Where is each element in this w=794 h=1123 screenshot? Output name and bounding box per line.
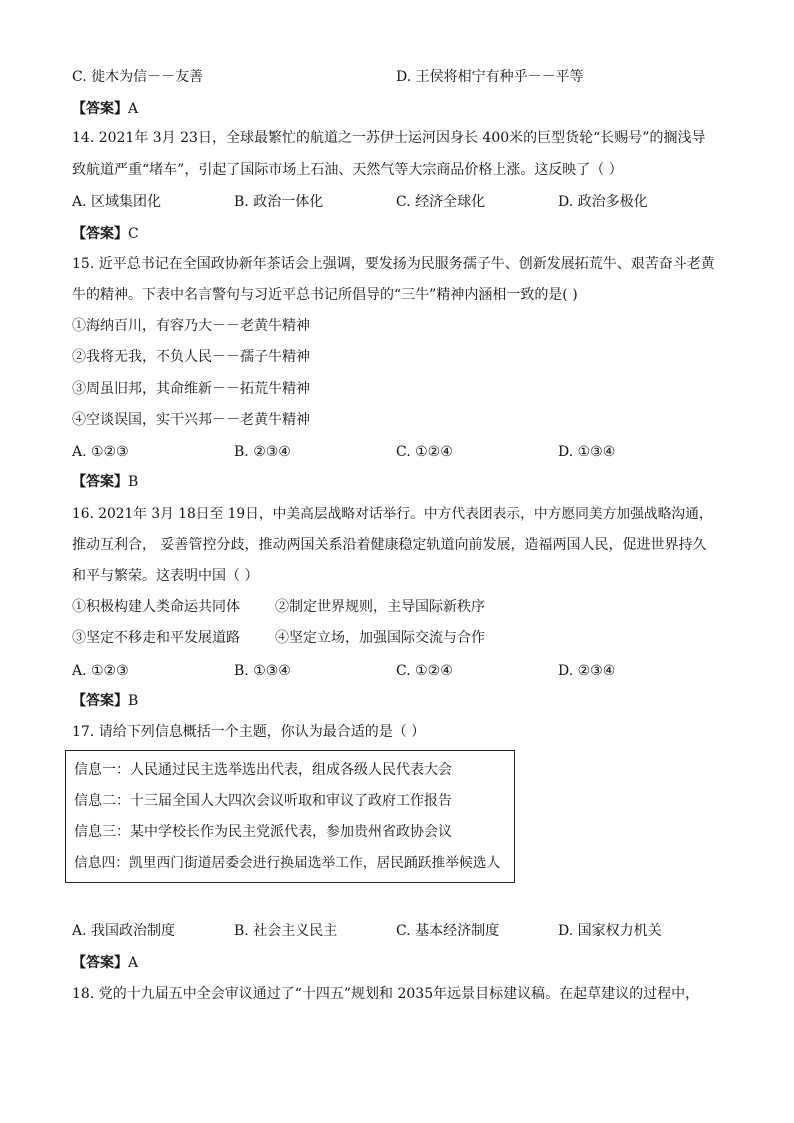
answer-value: A	[128, 955, 139, 971]
answer-value: B	[128, 474, 139, 490]
answer-label: 【答案】	[72, 226, 128, 242]
q16-item-2: ②制定世界规则，主导国际新秩序	[275, 599, 485, 615]
q17-option-b: B. 社会主义民主	[234, 923, 338, 939]
q14-option-c: C. 经济全球化	[396, 194, 486, 210]
q15-option-a: A. ①②③	[72, 444, 129, 460]
q15-item-4: ④空谈误国，实干兴邦－－老黄牛精神	[72, 412, 310, 428]
q15-item-3: ③周虽旧邦，其命维新－－拓荒牛精神	[72, 381, 310, 397]
q16-option-c: C. ①②④	[396, 663, 453, 679]
q14-option-a: A. 区域集团化	[72, 194, 162, 210]
q13-option-d: D. 王侯将相宁有种乎－－平等	[396, 69, 584, 85]
q16-answer	[72, 691, 138, 711]
q13-answer	[72, 99, 138, 119]
q16-item-4: ④坚定立场，加强国际交流与合作	[275, 630, 485, 646]
q15-stem-line2: 牛的精神。下表中名言警句与习近平总书记所倡导的“三牛”精神内涵相一致的是( )	[72, 287, 578, 303]
q14-answer	[72, 224, 139, 244]
q17-answer	[72, 953, 138, 973]
q16-item-1: ①积极构建人类命运共同体	[72, 599, 240, 615]
q16-option-a: A. ①②③	[72, 663, 129, 679]
q16-item-3: ③坚定不移走和平发展道路	[72, 630, 240, 646]
q15-item-2: ②我将无我，不负人民－－孺子牛精神	[72, 349, 310, 365]
answer-label: 【答案】	[72, 955, 128, 971]
q17-option-d: D. 国家权力机关	[558, 923, 662, 939]
q17-option-a: A. 我国政治制度	[72, 923, 176, 939]
answer-label: 【答案】	[72, 101, 128, 117]
q14-stem-line2: 致航道严重“堵车”，引起了国际市场上石油、天然气等大宗商品价格上涨。这反映了（ ）	[72, 162, 623, 178]
q17-info-3: 信息三：某中学校长作为民主党派代表，参加贵州省政协会议	[74, 824, 452, 840]
q17-option-c: C. 基本经济制度	[396, 923, 500, 939]
answer-value: A	[128, 101, 139, 117]
q18-stem-line1: 18. 党的十九届五中全会审议通过了“十四五”规划和 2035年远景目标建议稿。在起草建议的过程中，	[72, 986, 700, 1002]
q17-info-1: 信息一：人民通过民主选举选出代表，组成各级人民代表大会	[74, 762, 452, 778]
q13-option-c: C. 徙木为信－－友善	[72, 69, 204, 85]
q16-stem-line3: 和平与繁荣。这表明中国（ ）	[72, 568, 259, 584]
q14-stem-line1: 14. 2021年 3月 23日，全球最繁忙的航道之一苏伊士运河因身长 400米的巨型货轮“长赐号”的搁浅导	[72, 130, 706, 146]
q15-option-c: C. ①②④	[396, 444, 453, 460]
q16-option-d: D. ②③④	[558, 663, 616, 679]
q16-stem-line1: 16. 2021年 3月 18日至 19日，中美高层战略对话举行。中方代表团表示，中方愿同美方加强战略沟通，	[72, 506, 713, 522]
q17-info-box	[65, 750, 515, 883]
q17-info-4: 信息四：凯里西门街道居委会进行换届选举工作，居民踊跃推举候选人	[74, 855, 501, 871]
q15-option-d: D. ①③④	[558, 444, 616, 460]
q16-stem-line2: 推动互利合， 妥善管控分歧，推动两国关系沿着健康稳定轨道向前发展，造福两国人民，促进世界持久	[72, 537, 707, 553]
q14-option-b: B. 政治一体化	[234, 194, 324, 210]
q17-stem-line1: 17. 请给下列信息概括一个主题，你认为最合适的是（ ）	[72, 724, 426, 740]
answer-value: B	[128, 693, 139, 709]
q15-option-b: B. ②③④	[234, 444, 291, 460]
answer-value: C	[128, 226, 139, 242]
q15-stem-line1: 15. 近平总书记在全国政协新年茶话会上强调，要发扬为民服务孺子牛、创新发展拓荒牛、艰苦奋斗老黄	[72, 256, 715, 272]
answer-label: 【答案】	[72, 474, 128, 490]
answer-label: 【答案】	[72, 693, 128, 709]
q15-answer	[72, 472, 138, 492]
q17-info-2: 信息二：十三届全国人大四次会议听取和审议了政府工作报告	[74, 793, 452, 809]
q14-option-d: D. 政治多极化	[558, 194, 648, 210]
q16-option-b: B. ①③④	[234, 663, 291, 679]
q15-item-1: ①海纳百川，有容乃大－－老黄牛精神	[72, 318, 310, 334]
